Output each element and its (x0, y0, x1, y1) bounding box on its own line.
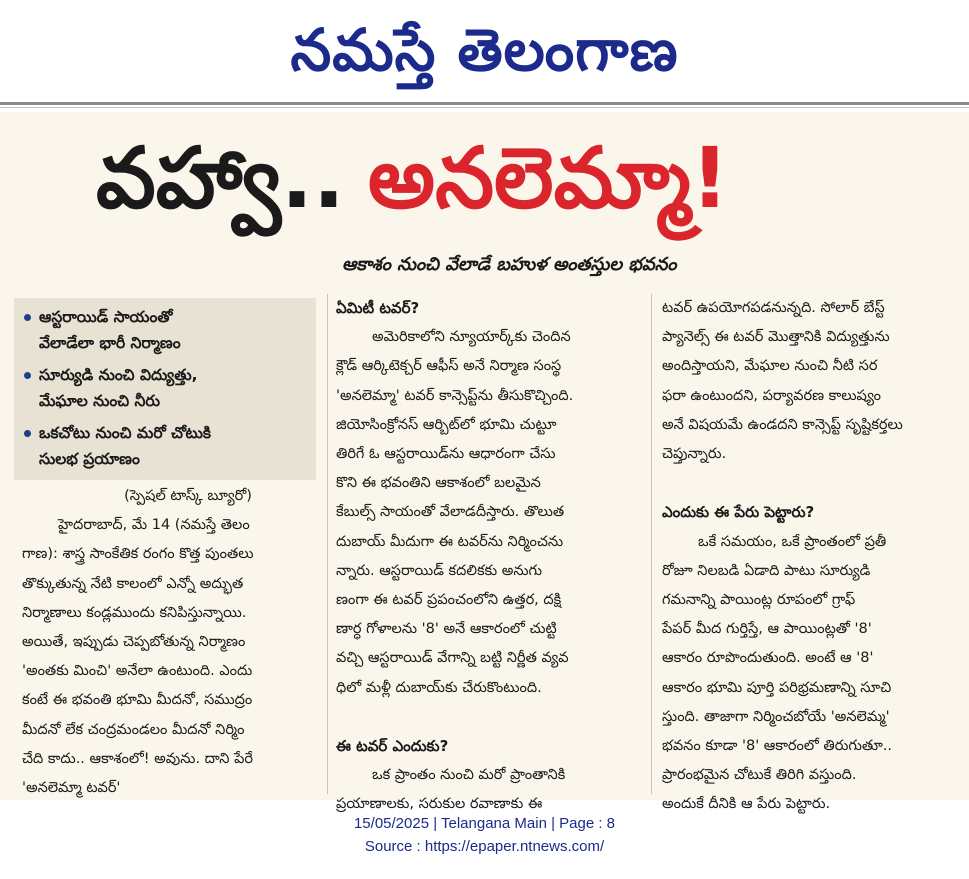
body-line: రోజూ నిలబడి ఏడాది పాటు సూర్యుడి (662, 562, 871, 579)
masthead (0, 0, 969, 100)
body-line: కంటే ఈ భవంతి భూమి మీదనో, సముద్రం (22, 692, 253, 709)
body-line: ప్యానెల్స్ ఈ టవర్ మొత్తానికి విద్యుత్తును (662, 329, 890, 346)
headline-part1: వహ్వా.. (96, 129, 345, 227)
headline-part2: అనలెమ్మా! (367, 129, 730, 227)
body-line: ఒక ప్రాంతం నుంచి మరో ప్రాంతానికి (372, 767, 566, 784)
body-line: హైదరాబాద్, మే 14 (నమస్తే తెలం (58, 517, 250, 534)
article-column-3 (662, 294, 948, 820)
body-line: ణార్ధ గోళాలను '8' అనే ఆకారంలో చుట్టి (336, 621, 557, 638)
body-line: టవర్ ఉపయోగపడనున్నది. సోలార్ బేస్ట్ (662, 300, 885, 316)
highlight-item: ఆస్టరాయిడ్ సాయంతో వేలాడేలా భారీ నిర్మాణం (24, 304, 314, 356)
body-line: ప్రయాణాలకు, సరుకుల రవాణాకు ఈ (336, 796, 543, 813)
body-line: ఫరా ఉంటుందని, పర్యావరణ కాలుష్యం (662, 387, 882, 404)
body-line: మీదనో లేక చంద్రమండలం మీదనో నిర్మిం (22, 721, 245, 738)
bullet-icon (24, 372, 31, 379)
body-line: పేపర్ మీద గుర్తిస్తే, ఆ పాయింట్లతో '8' (662, 621, 872, 638)
body-line: గాణ): శాస్త్ర సాంకేతిక రంగం కొత్త పుంతలు (22, 546, 254, 563)
section-heading: ఏమిటీ టవర్? (336, 299, 420, 317)
body-line: ధిలో మళ్లీ దుబాయ్‌కు చేరుకొంటుంది. (336, 679, 542, 696)
article-clipping (0, 112, 969, 813)
body-line: తొక్కుతున్న నేటి కాలంలో ఎన్నో అద్భుత (22, 575, 244, 592)
body-line: గమనాన్ని పాయింట్ల రూపంలో గ్రాఫ్ (662, 592, 856, 609)
article-column-2 (336, 294, 642, 820)
body-line: నిర్మాణాలు కండ్లముందు కనిపిస్తున్నాయి. (22, 604, 247, 621)
body-line: అమెరికాలోని న్యూయార్క్‌కు చెందిన (372, 329, 571, 346)
body-line: ఒకే సమయం, ఒకే ప్రాంతంలో ప్రతీ (698, 533, 887, 550)
body-line: స్తుంది. తాజాగా నిర్మించబోయే 'అనలెమ్మ' (662, 708, 890, 725)
body-line: జియోసింక్రోనస్ ఆర్బిట్‌లో భూమి చుట్టూ (336, 416, 557, 433)
byline: (స్పెషల్ టాస్క్ బ్యూరో) (124, 488, 252, 504)
body-line: వచ్చి ఆస్టరాయిడ్ వేగాన్ని బట్టి నిర్ణీత వ్యవ (336, 650, 569, 667)
headline (96, 129, 916, 248)
body-line: తిరిగే ఓ ఆస్టరాయిడ్‌ను ఆధారంగా చేసు (336, 446, 556, 463)
body-line: భవనం కూడా '8' ఆకారంలో తిరుగుతూ.. (662, 738, 893, 755)
column-divider (651, 294, 652, 794)
body-line: క్లౌడ్ ఆర్కిటెక్చర్ ఆఫీస్ అనే నిర్మాణ సంస్థ (336, 358, 562, 375)
body-line: 'అనలెమ్మా' టవర్ కాన్సెప్ట్‌ను తీసుకొచ్చింది. (336, 387, 574, 404)
body-line: చెప్తున్నారు. (662, 446, 727, 463)
body-line: అనే విషయమే ఉండదని కాన్సెప్ట్ సృష్టికర్తలు (662, 416, 903, 433)
body-line: కొని ఈ భవంతిని ఆకాశంలో బలమైన (336, 475, 541, 492)
masthead-rule-thin (0, 107, 969, 108)
masthead-rule (0, 102, 969, 105)
column-divider (327, 294, 328, 794)
body-line: అయితే, ఇప్పుడు చెప్పబోతున్న నిర్మాణం (22, 634, 246, 651)
body-line: ణంగా ఈ టవర్ ప్రపంచంలోని ఉత్తర, దక్షి (336, 592, 562, 609)
footer-source: Source : https://epaper.ntnews.com/ (364, 838, 605, 855)
highlight-item: సూర్యుడి నుంచి విద్యుత్తు, మేఘాల నుంచి నీరు (24, 362, 314, 414)
body-line: న్నారు. ఆస్టరాయిడ్ కదలికకు అనుగు (336, 562, 542, 579)
body-line: అందిస్తాయని, మేఘాల నుంచి నీటి సర (662, 358, 878, 375)
subheadline: ఆకాశం నుంచి వేలాడే బహుళ అంతస్తుల భవనం (342, 254, 677, 275)
bullet-icon (24, 314, 31, 321)
highlights-box (14, 298, 316, 480)
body-line: కేబుల్స్ సాయంతో వేలాడదీస్తారు. తొలుత (336, 504, 565, 521)
body-line: అందుకే దీనికి ఆ పేరు పెట్టారు. (662, 796, 831, 813)
body-line: ప్రారంభమైన చోటుకే తిరిగి వస్తుంది. (662, 767, 857, 784)
body-line: 'అనలెమ్మా టవర్' (22, 780, 121, 797)
body-line: ఆకారం భూమి పూర్తి పరిభ్రమణాన్ని సూచి (662, 679, 892, 696)
article-column-1 (22, 482, 318, 803)
footer-edition-info: 15/05/2025 | Telangana Main | Page : 8 (353, 815, 616, 832)
body-line: చేది కాదు.. ఆకాశంలో! అవును. దాని పేరే (22, 750, 253, 767)
highlight-item: ఒకచోటు నుంచి మరో చోటుకి సులభ ప్రయాణం (24, 420, 314, 472)
bullet-icon (24, 430, 31, 437)
body-line: 'అంతకు మించి' అనేలా ఉంటుంది. ఎందు (22, 663, 253, 680)
section-heading: ఈ టవర్ ఎందుకు? (336, 737, 449, 756)
body-line: ఆకారం రూపొందుతుంది. అంటే ఆ '8' (662, 650, 874, 667)
masthead-logo: నమస్తే తెలంగాణ (290, 16, 679, 84)
section-heading: ఎందుకు ఈ పేరు పెట్టారు? (662, 503, 815, 522)
body-line: దుబాయ్ మీదుగా ఈ టవర్‌ను నిర్మించను (336, 533, 564, 550)
